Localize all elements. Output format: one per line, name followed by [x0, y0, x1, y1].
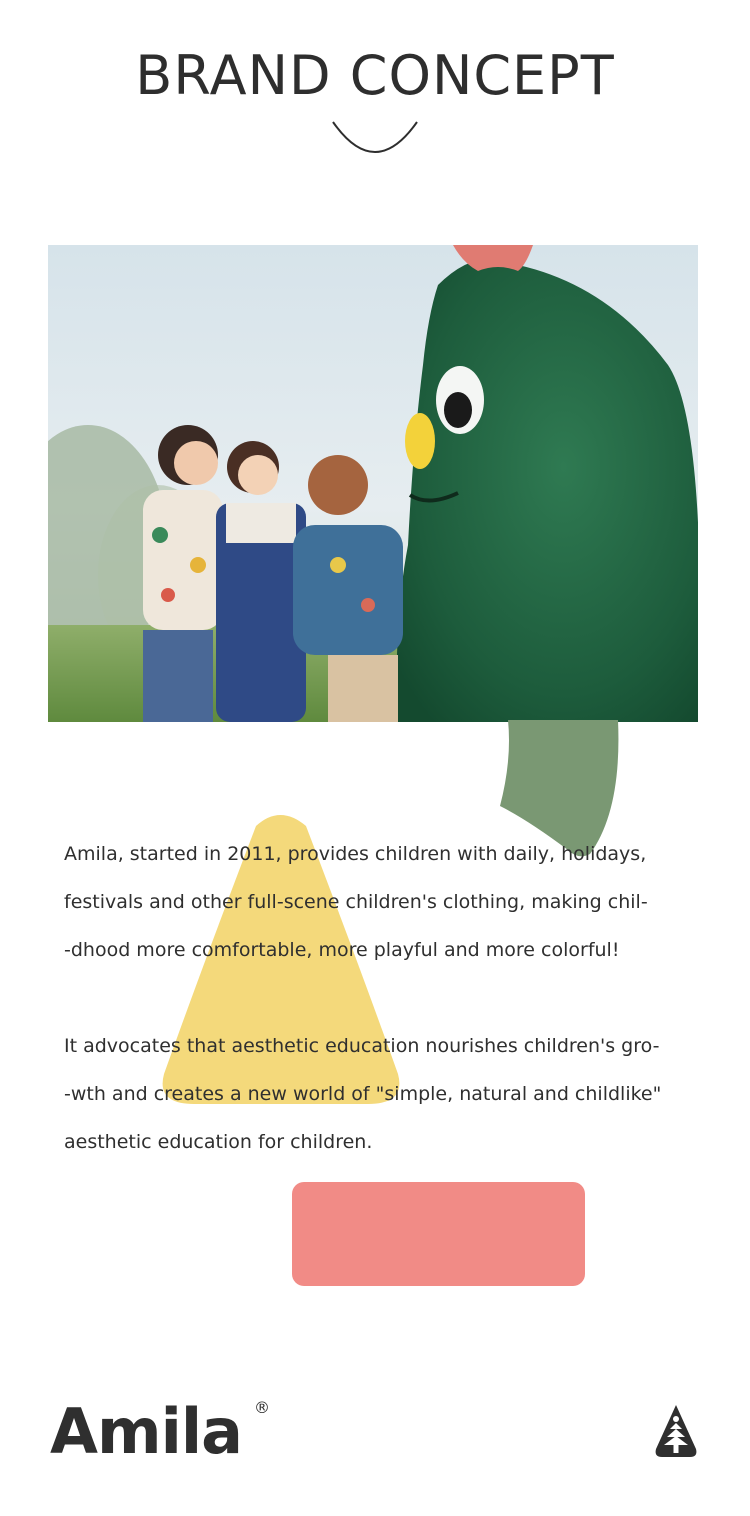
red-block-decoration — [292, 1182, 585, 1286]
brand-name: Amila — [50, 1395, 242, 1468]
brand-logo — [50, 1395, 280, 1468]
hero-photo — [48, 245, 698, 722]
registered-mark: ® — [254, 1398, 270, 1417]
aesthetic-education-paragraph: It advocates that aesthetic education nourishes children's gro- -wth and creates a new world of "simple, natural and childlike" aesthetic education for children. — [64, 1035, 662, 1153]
tree-logo-icon — [652, 1403, 700, 1459]
brand-description-paragraph: Amila, started in 2011, provides children with daily, holidays, festivals and other full-scene children's clothing, making chil- -dhood more comfortable, more playful and more colorful! — [64, 843, 648, 961]
page-title: BRAND CONCEPT — [135, 44, 615, 107]
smile-curve-icon — [331, 120, 419, 156]
